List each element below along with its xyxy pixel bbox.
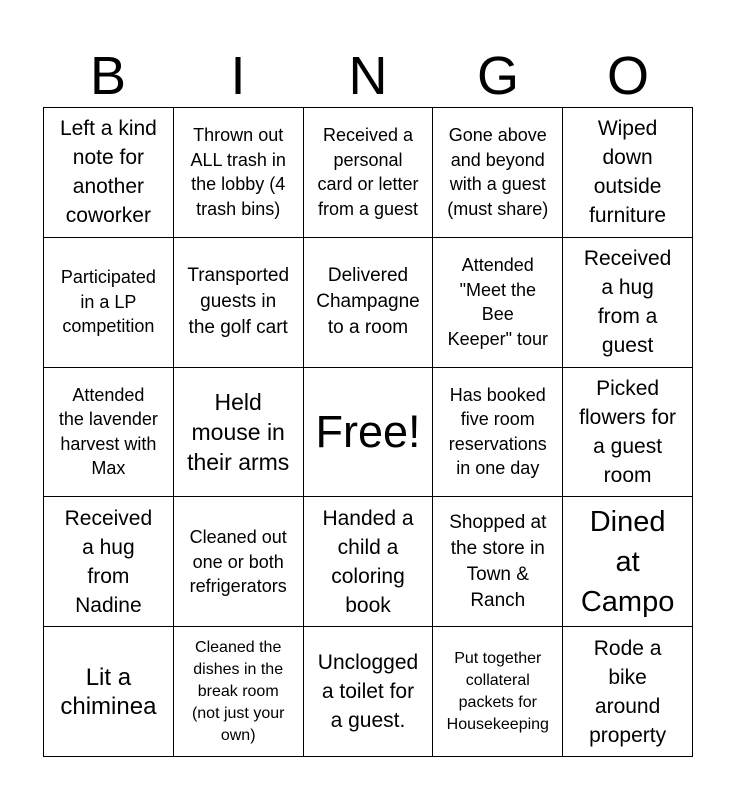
cell-text: Delivered Champagne to a room: [316, 265, 420, 339]
cell-text: Participated in a LP competition: [60, 267, 156, 337]
cell-text: Attended the lavender harvest with Max: [58, 384, 158, 479]
bingo-cell[interactable]: [433, 108, 563, 238]
bingo-cell[interactable]: [44, 627, 174, 757]
bingo-grid: [43, 107, 693, 757]
bingo-cell[interactable]: [304, 108, 434, 238]
cell-text: Put together collateral packets for Housekeeping: [446, 649, 549, 733]
cell-text: Picked flowers for a guest room: [579, 376, 677, 487]
bingo-cell[interactable]: [174, 368, 304, 498]
cell-text: Handed a child a coloring book: [322, 506, 414, 617]
cell-text: Attended "Meet the Bee Keeper" tour: [447, 255, 549, 349]
free-space-text: Free!: [315, 405, 421, 457]
bingo-cell[interactable]: [304, 238, 434, 368]
cell-text: Held mouse in their arms: [187, 388, 290, 475]
bingo-cell[interactable]: [563, 238, 693, 368]
cell-text: Received a personal card or letter from a guest: [317, 125, 419, 219]
bingo-cell[interactable]: [304, 627, 434, 757]
cell-text: Rode a bike around property: [589, 636, 667, 747]
bingo-cell[interactable]: [433, 238, 563, 368]
cell-text: Wiped down outside furniture: [589, 117, 667, 228]
cell-text: Has booked five room reservations in one day: [448, 384, 547, 479]
bingo-cell[interactable]: [44, 368, 174, 498]
cell-text: Gone above and beyond with a guest (must share): [447, 125, 549, 219]
bingo-cell[interactable]: [433, 497, 563, 627]
header-letter-b: B: [89, 46, 127, 106]
bingo-cell[interactable]: [44, 108, 174, 238]
cell-text: Dined at Campo: [580, 505, 675, 618]
bingo-cell[interactable]: [563, 108, 693, 238]
bingo-cell[interactable]: [304, 497, 434, 627]
cell-text: Thrown out ALL trash in the lobby (4 trash bins): [190, 125, 286, 219]
header-letter-n: N: [348, 46, 388, 106]
bingo-cell[interactable]: [433, 368, 563, 498]
bingo-cell[interactable]: [174, 497, 304, 627]
cell-text: Received a hug from Nadine: [64, 506, 153, 617]
cell-text: Unclogged a toilet for a guest.: [317, 651, 419, 733]
cell-text: Received a hug from a guest: [583, 247, 672, 358]
bingo-cell[interactable]: [563, 497, 693, 627]
header-letter-g: G: [476, 46, 519, 106]
bingo-cell[interactable]: [433, 627, 563, 757]
cell-text: Transported guests in the golf cart: [187, 265, 290, 339]
bingo-cell[interactable]: [44, 238, 174, 368]
cell-text: Cleaned out one or both refrigerators: [189, 527, 287, 597]
bingo-cell[interactable]: [44, 497, 174, 627]
header-letter-i: I: [230, 46, 246, 106]
bingo-cell[interactable]: [174, 627, 304, 757]
cell-text: Lit a chiminea: [60, 663, 157, 720]
bingo-cell[interactable]: [174, 238, 304, 368]
bingo-cell[interactable]: [563, 368, 693, 498]
cell-text: Shopped at the store in Town & Ranch: [449, 511, 547, 611]
header-letter-o: O: [606, 46, 649, 106]
bingo-cell[interactable]: [174, 108, 304, 238]
bingo-header: [43, 44, 693, 108]
cell-text: Left a kind note for another coworker: [59, 117, 157, 228]
cell-text: Cleaned the dishes in the break room (not just your own): [191, 638, 285, 744]
bingo-cell[interactable]: [563, 627, 693, 757]
bingo-cell-free[interactable]: [304, 368, 434, 498]
